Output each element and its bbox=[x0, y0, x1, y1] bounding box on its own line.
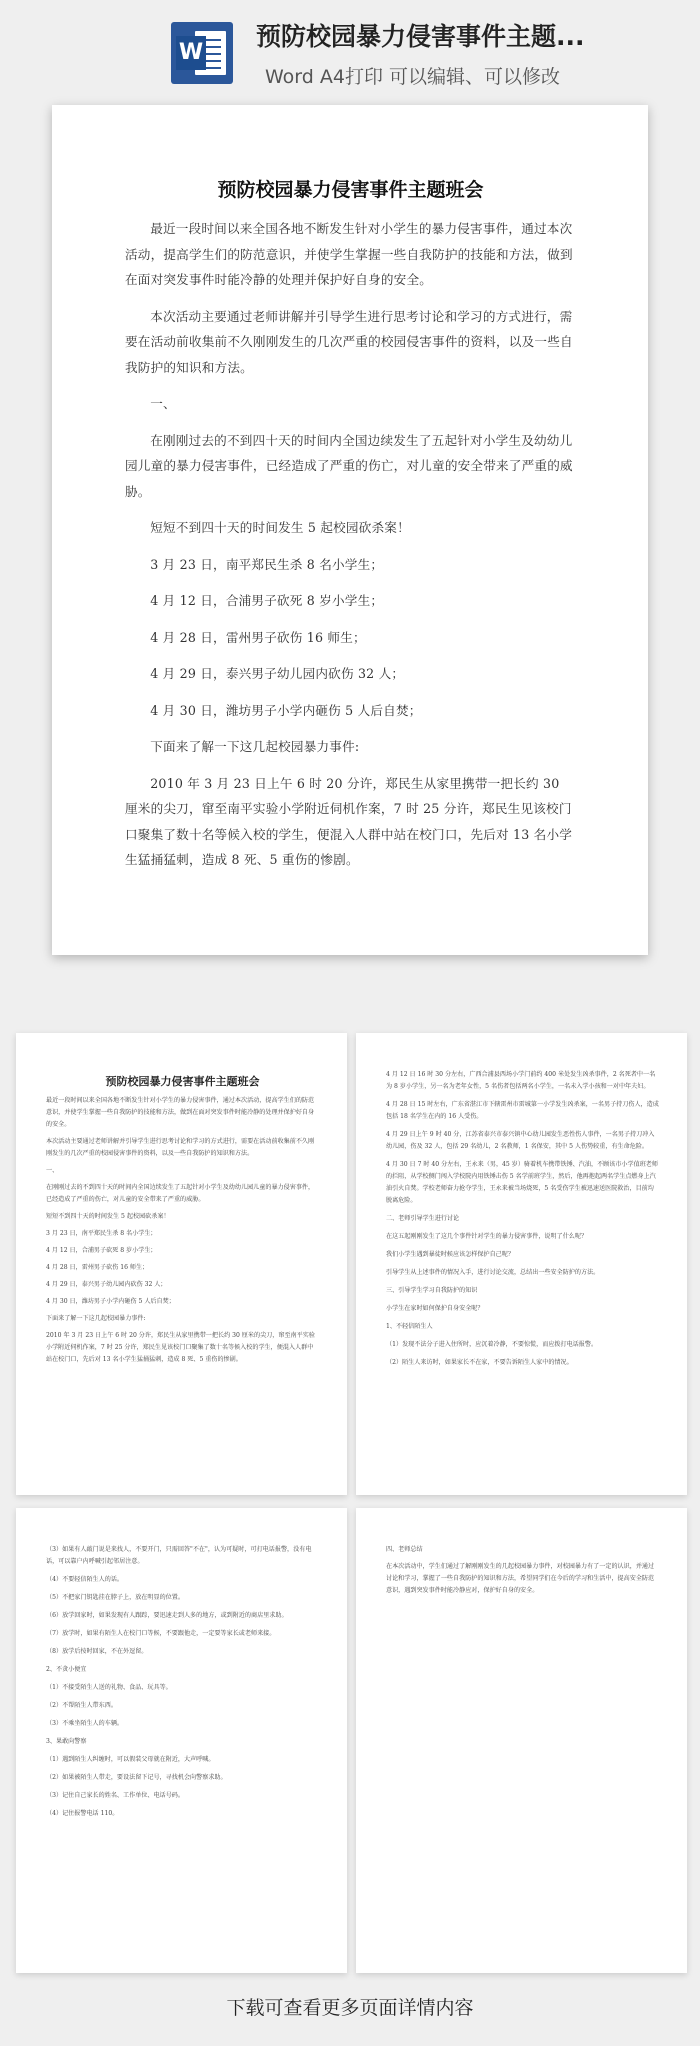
paragraph: （2）不帮陌生人带东西。 bbox=[46, 1702, 117, 1709]
page-thumbnail-3[interactable] bbox=[16, 1508, 347, 1973]
paragraph: 短短不到四十天的时间发生 5 起校园砍杀案！ bbox=[46, 1213, 170, 1220]
thumbnail-title: 预防校园暴力侵害事件主题班会 bbox=[105, 1075, 260, 1088]
list-item: 3 月 23 日，南平郑民生杀 8 名小学生； bbox=[150, 556, 384, 572]
paragraph: 最近一段时间以来全国各地不断发生针对小学生的暴力侵害事件，通过本次活动，提高学生们的防范意识，并使学生掌握一些自我防护的技能和方法，做到在面对突发事件时能冷静的处理并保护好自身的安全。 bbox=[46, 1097, 315, 1128]
list-item: 4 月 30 日，潍坊男子小学内砸伤 5 人后自焚； bbox=[150, 702, 422, 718]
list-item: 4 月 29 日，泰兴男子幼儿园内砍伤 32 人； bbox=[150, 666, 405, 681]
paragraph: 4 月 28 日 15 时左右，广东省湛江市下辖雷州市雷城第一小学发生凶杀案，一名男子持刀伤人，造成包括 18 名学生在内的 16 人受伤。 bbox=[386, 1101, 659, 1120]
paragraph: （1）发现不法分子进入住所时，应沉着冷静，不要惊慌，而应拨打电话报警。 bbox=[386, 1341, 598, 1348]
paragraph: 4 月 29 日上午 9 时 40 分，江苏省泰兴市泰兴镇中心幼儿园发生恶性伤人事件，一名男子持刀冲入幼儿园，伤及 32 人，包括 29 名幼儿，2 名教师，1 名保安，其中 5 人伤势较重，有生命危险。 bbox=[386, 1131, 655, 1150]
paragraph: 短短不到四十天的时间发生 5 起校园砍杀案！ bbox=[150, 520, 410, 535]
paragraph: 2010 年 3 月 23 日上午 6 时 20 分许，郑民生从家里携带一把长约 30 厘米的尖刀，窜至南平实验小学附近伺机作案，7 时 25 分许，郑民生见该校门口聚集了数十名等候入校的学生，便混入人群中站在校门口，先后对 13 名小学生猛捅猛刺，造成 8 死、5 重伤的惨剧。 bbox=[125, 775, 573, 867]
paragraph: 4 月 12 日 16 时 30 分左右，广西合浦县西场小学门前约 400 米处发生凶杀事件，2 名死者中一名为 8 岁小学生，另一名为老年女性，5 名伤者包括两名小学生，一名未入学小孩和一对中年夫妇。 bbox=[386, 1071, 656, 1090]
paragraph: （6）放学回家时，如果发现有人跟踪，要迅速走到人多的地方，或到附近的商店里求助。 bbox=[46, 1612, 288, 1619]
paragraph: 本次活动主要通过老师讲解并引导学生进行思考讨论和学习的方式进行，需要在活动前收集前不久刚刚发生的几次严重的校园侵害事件的资料，以及一些自我防护的知识和方法。 bbox=[46, 1138, 315, 1157]
paragraph: （2）如果被陌生人带走，要设法留下记号，寻找机会向警察求助。 bbox=[46, 1774, 227, 1781]
paragraph: 小学生在家时如何保护自身安全呢？ bbox=[386, 1305, 484, 1312]
paragraph: （1）不接受陌生人送的礼物、食品、玩具等。 bbox=[46, 1684, 172, 1691]
paragraph: （4）记住报警电话 110。 bbox=[46, 1810, 119, 1817]
paragraph: 2、不贪小便宜 bbox=[46, 1666, 87, 1673]
page-thumbnail-2[interactable] bbox=[356, 1033, 687, 1495]
list-item: 4 月 12 日，合浦男子砍死 8 岁小学生； bbox=[150, 593, 384, 608]
paragraph: 下面来了解一下这几起校园暴力事件: bbox=[150, 739, 360, 754]
paragraph: 1、不轻信陌生人 bbox=[386, 1323, 433, 1330]
paragraph: （4）不要轻信陌生人的话。 bbox=[46, 1576, 124, 1583]
paragraph: 引导学生从上述事件的情况入手，进行讨论交流，总结出一些安全防护的方法。 bbox=[386, 1269, 600, 1276]
paragraph: 3 月 23 日，南平郑民生杀 8 名小学生； bbox=[46, 1230, 157, 1237]
header bbox=[0, 0, 700, 100]
paragraph: 本次活动主要通过老师讲解并引导学生进行思考讨论和学习的方式进行，需要在活动前收集前不久刚刚发生的几次严重的校园侵害事件的资料，以及一些自我防护的知识和方法。 bbox=[125, 308, 573, 375]
paragraph: （8）放学后按时回家，不在外逗留。 bbox=[46, 1648, 148, 1655]
paragraph: 4 月 28 日，雷州男子砍伤 16 师生； bbox=[46, 1264, 149, 1271]
main-page-preview[interactable] bbox=[52, 105, 648, 955]
paragraph: （7）放学时，如果有陌生人在校门口等候，不要跟他走，一定要等家长或老师来接。 bbox=[46, 1630, 276, 1637]
paragraph: （3）不乘坐陌生人的车辆。 bbox=[46, 1720, 124, 1727]
paragraph: 我们小学生遇到暴徒时候应该怎样保护自己呢？ bbox=[386, 1251, 514, 1258]
paragraph: 在这五起刚刚发生了这几个事件针对学生的暴力侵害事件，说明了什么呢？ bbox=[386, 1233, 588, 1240]
paragraph: 最近一段时间以来全国各地不断发生针对小学生的暴力侵害事件，通过本次活动，提高学生们的防范意识，并使学生掌握一些自我防护的技能和方法，做到在面对突发事件时能冷静的处理并保护好自身的安全。 bbox=[125, 221, 573, 287]
paragraph: （5）不把家门钥匙挂在脖子上，放在明显的位置。 bbox=[46, 1594, 184, 1601]
paragraph: 在本次活动中，学生们通过了解刚刚发生的几起校园暴力事件，对校园暴力有了一定的认识，并通过讨论和学习，掌握了一些自我防护的知识和方法，希望同学们在今后的学习和生活中，提高安全防范意识，遇到突发事件时能冷静应对，保护好自身的安全。 bbox=[386, 1563, 655, 1594]
paragraph: （3）记住自己家长的姓名、工作单位、电话号码。 bbox=[46, 1792, 184, 1799]
section-heading: 一、 bbox=[150, 396, 176, 411]
paragraph: 2010 年 3 月 23 日上午 6 时 20 分许，郑民生从家里携带一把长约 30 厘米的尖刀，窜至南平实验小学附近伺机作案，7 时 25 分许，郑民生见该校门口聚集了数十名等候入校的学生，便混入人群中站在校门口，先后对 13 名小学生猛捅猛刺，造成 8 死、5 重伤的惨剧。 bbox=[46, 1332, 315, 1363]
paragraph: 4 月 30 日，潍坊男子小学内砸伤 5 人后自焚； bbox=[46, 1298, 175, 1305]
paragraph: （2）陌生人来访时，如果家长不在家，不要告诉陌生人家中的情况。 bbox=[386, 1359, 573, 1366]
page-title: 预防校园暴力侵害事件主题班会 bbox=[217, 179, 484, 201]
paragraph: 在刚刚过去的不到四十天的时间内全国边续发生了五起针对小学生及幼幼儿园儿童的暴力侵害事件，已经造成了严重的伤亡，对儿童的安全带来了严重的威胁。 bbox=[46, 1184, 315, 1203]
document-subtitle: Word A4打印 可以编辑、可以修改 bbox=[265, 66, 561, 88]
paragraph: 下面来了解一下这几起校园暴力事件: bbox=[46, 1315, 146, 1322]
paragraph: 4 月 12 日，合浦男子砍死 8 岁小学生； bbox=[46, 1247, 157, 1254]
list-item: 4 月 28 日，雷州男子砍伤 16 师生； bbox=[150, 629, 366, 645]
paragraph: 一、 bbox=[46, 1167, 59, 1174]
page-thumbnail-1[interactable] bbox=[16, 1033, 347, 1495]
paragraph: 三、引导学生学习自我防护的知识 bbox=[386, 1287, 478, 1294]
paragraph: 4 月 30 日 7 时 40 分左右，王永来（男，45 岁）骑着机车携带铁锤、汽油，不顾该市小学值班老师的拦阻，从学校侧门闯入学校院内用铁锤击伤 5 名学前班学生，然后，他再抱起两名学生点燃身上汽油引火自焚。学校老师奋力抢夺学生，王永来被当场烧死，5 名受伤学生被迅速送医院救治，目前均脱离危险。 bbox=[386, 1161, 658, 1204]
paragraph: 3、果敢向警察 bbox=[46, 1738, 87, 1745]
paragraph: 4 月 29 日，泰兴男子幼儿园内砍伤 32 人； bbox=[46, 1281, 167, 1288]
paragraph: 二、老师引导学生进行讨论 bbox=[386, 1215, 460, 1222]
paragraph: 在刚刚过去的不到四十天的时间内全国边续发生了五起针对小学生及幼幼儿园儿童的暴力侵害事件，已经造成了严重的伤亡，对儿童的安全带来了严重的威胁。 bbox=[125, 432, 573, 499]
document-title: 预防校园暴力侵害事件主题... bbox=[256, 22, 585, 51]
paragraph: （3）如果有人敲门说是来找人，不要开门，只需回答"不在"，认为可疑时，可打电话报警，没有电话，可以靠户内呼喊引起邻居注意。 bbox=[46, 1546, 312, 1565]
section-heading: 四、老师总结 bbox=[386, 1546, 423, 1553]
page-thumbnail-4[interactable] bbox=[356, 1508, 687, 1973]
word-document-icon: W bbox=[171, 22, 233, 84]
download-more-link[interactable]: 下载可查看更多页面详情内容 bbox=[226, 1997, 474, 2019]
paragraph: （1）遇到陌生人纠缠时，可以假装父母就在附近，大声呼喊。 bbox=[46, 1756, 215, 1763]
